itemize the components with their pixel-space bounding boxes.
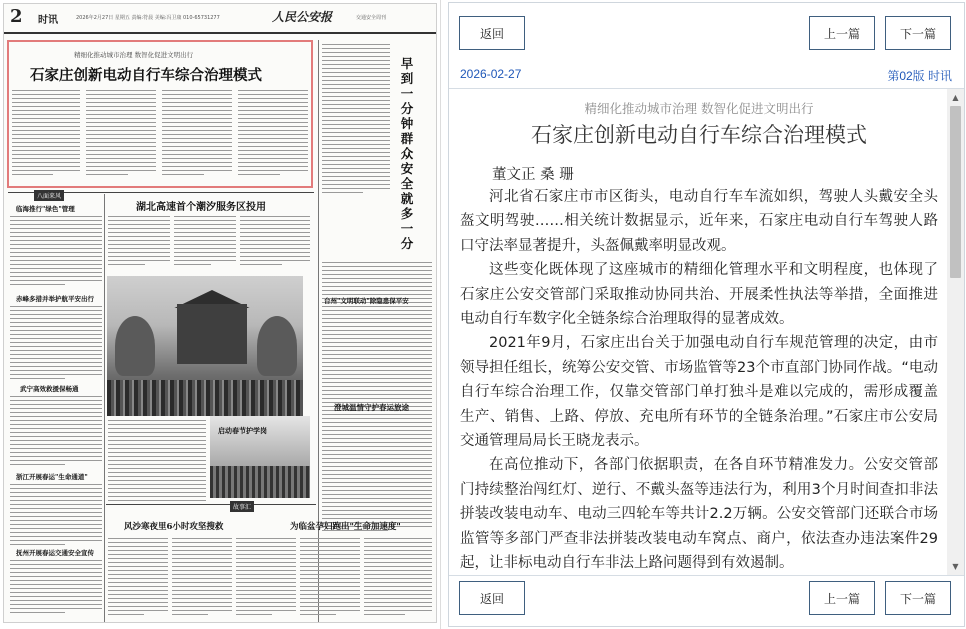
brief-text-2 xyxy=(10,306,102,382)
hubei-col-2 xyxy=(174,216,236,268)
page-number: 2 xyxy=(10,6,23,27)
section-rule xyxy=(106,504,316,505)
issue-date: 2026-02-27 xyxy=(460,67,522,81)
section-tag-gushihui: 故事汇 xyxy=(230,501,254,512)
sub-headline-pregnant[interactable]: 为临盆孕妇跑出"生命加速度" xyxy=(290,522,401,532)
article-reader-panel xyxy=(448,2,965,627)
lead-article-col-2 xyxy=(86,90,156,178)
photo-caption: 启动春节护学岗 xyxy=(218,427,267,435)
article-title: 石家庄创新电动自行车综合治理模式 xyxy=(531,123,867,147)
sub-headline-chengcheng[interactable]: 澄城温情守护春运旅途 xyxy=(334,403,409,412)
newspaper-brand-sub: 交通安全周刊 xyxy=(356,15,387,21)
article-kicker: 精细化推动城市治理 数智化促进文明出行 xyxy=(584,101,814,116)
brief-text-1 xyxy=(10,216,102,288)
lead-article-col-4 xyxy=(238,90,308,178)
page-link[interactable]: 第02版 时讯 xyxy=(887,69,952,83)
vertical-scrollbar[interactable] xyxy=(947,89,964,575)
newspaper-page-panel xyxy=(0,0,441,629)
article-paragraph: 在高位推动下，各部门依据职责，在各自环节精准发力。公安交管部门持续整治闯红灯、逆行、不戴头盔等违法行为，利用3个月时间查扣非法拼装改装电动车、电动三四轮车等共计2.2万辆。公安交管部门还联合市场监管等多部门严查非法拼装改装电动车窝点、商户，依法查办违法案件29起，让非标电动自行车非法上路问题得到有效遏制。 xyxy=(460,457,938,572)
lead-article-col-3 xyxy=(162,90,232,178)
prev-article-button-bottom[interactable]: 上一篇 xyxy=(809,581,875,615)
divider xyxy=(449,575,964,576)
sub-headline-rescue[interactable]: 风沙寒夜里6小时攻坚搜救 xyxy=(124,522,224,532)
side-headline[interactable]: 早到一分钟 群众安全就多一分 xyxy=(400,56,414,251)
right-column-text xyxy=(322,44,390,196)
article-author: 董文正 桑 珊 xyxy=(492,167,574,183)
next-article-button-bottom[interactable]: 下一篇 xyxy=(885,581,951,615)
article-paragraph: 2021年9月，石家庄出台关于加强电动自行车规范管理的决定，由市领导担任组长，统筹公安交管、市场监管等23个市直部门协同作战。“电动自行车综合治理工作，仅靠交管部门单打独斗是难以完成的，需形成覆盖生产、销售、上路、停放、充电所有环节的全链条治理。”石家庄市公安局交通管理局局长王晓龙表示。 xyxy=(460,335,938,450)
scroll-up-icon[interactable]: ▲ xyxy=(952,93,959,102)
brief-head-4[interactable]: 浙江开展春运"生命通道" xyxy=(16,473,88,481)
column-divider xyxy=(104,194,105,622)
scroll-down-icon[interactable]: ▼ xyxy=(952,562,959,571)
newspaper-brand-logo: 人民公安报 xyxy=(272,10,333,24)
brief-head-3[interactable]: 武宁高效救援保畅通 xyxy=(20,385,79,393)
hubei-col-1 xyxy=(108,216,170,268)
rescue-col-1 xyxy=(108,538,168,618)
photo-story-text xyxy=(108,420,206,508)
page-section: 时讯 xyxy=(38,15,58,26)
article-content[interactable] xyxy=(450,89,948,575)
pregnant-col-2 xyxy=(300,538,360,618)
newspaper-masthead xyxy=(4,4,437,34)
next-article-button-top[interactable]: 下一篇 xyxy=(885,16,951,50)
rescue-col-2 xyxy=(172,538,232,618)
lead-article-col-1 xyxy=(12,90,80,178)
lead-article-kicker: 精细化推动城市治理 数智化促进文明出行 xyxy=(74,51,194,59)
lead-article-title[interactable]: 石家庄创新电动自行车综合治理模式 xyxy=(30,67,262,84)
brief-text-4 xyxy=(10,484,102,548)
back-button-bottom[interactable]: 返回 xyxy=(459,581,525,615)
pregnant-col-3 xyxy=(364,538,432,618)
page-meta-line: 2026年2月27日 星期五 责编:符晨 美编:冯卫康 010-65731277 xyxy=(76,15,220,21)
scrollbar-thumb[interactable] xyxy=(950,106,961,278)
brief-head-1[interactable]: 临海推行"绿色"管理 xyxy=(16,205,75,213)
sub-headline-taizhou[interactable]: 台州"文明联动"除隐患保平安 xyxy=(324,297,409,305)
news-photo-gate[interactable] xyxy=(107,276,303,416)
prev-article-button-top[interactable]: 上一篇 xyxy=(809,16,875,50)
brief-text-5 xyxy=(10,560,102,616)
pregnant-col-1 xyxy=(236,538,296,618)
sub-headline-hubei[interactable]: 湖北高速首个潮汐服务区投用 xyxy=(136,202,266,213)
section-tag-bamian: 八面来风 xyxy=(34,190,64,201)
column-divider xyxy=(318,40,319,623)
article-paragraph: 河北省石家庄市市区街头，电动自行车车流如织，驾驶人头戴安全头盔文明驾驶……相关统计数据显示，近年来，石家庄电动自行车驾驶人路口守法率显著提升，头盔佩戴率明显改观。 xyxy=(460,189,938,254)
article-body xyxy=(460,185,938,575)
newspaper-page-image[interactable] xyxy=(3,3,437,623)
article-paragraph: 这些变化既体现了这座城市的精细化管理水平和文明程度，也体现了石家庄公安交管部门采取推动协同共治、开展柔性执法等举措，全面推进电动自行车数字化全链条综合治理取得的显著成效。 xyxy=(460,262,938,328)
brief-text-3 xyxy=(10,396,102,468)
brief-head-2[interactable]: 赤峰多措并举护航平安出行 xyxy=(16,295,94,303)
hubei-col-3 xyxy=(240,216,310,268)
back-button-top[interactable]: 返回 xyxy=(459,16,525,50)
brief-head-5[interactable]: 抚州开展春运交通安全宣传 xyxy=(16,549,94,557)
